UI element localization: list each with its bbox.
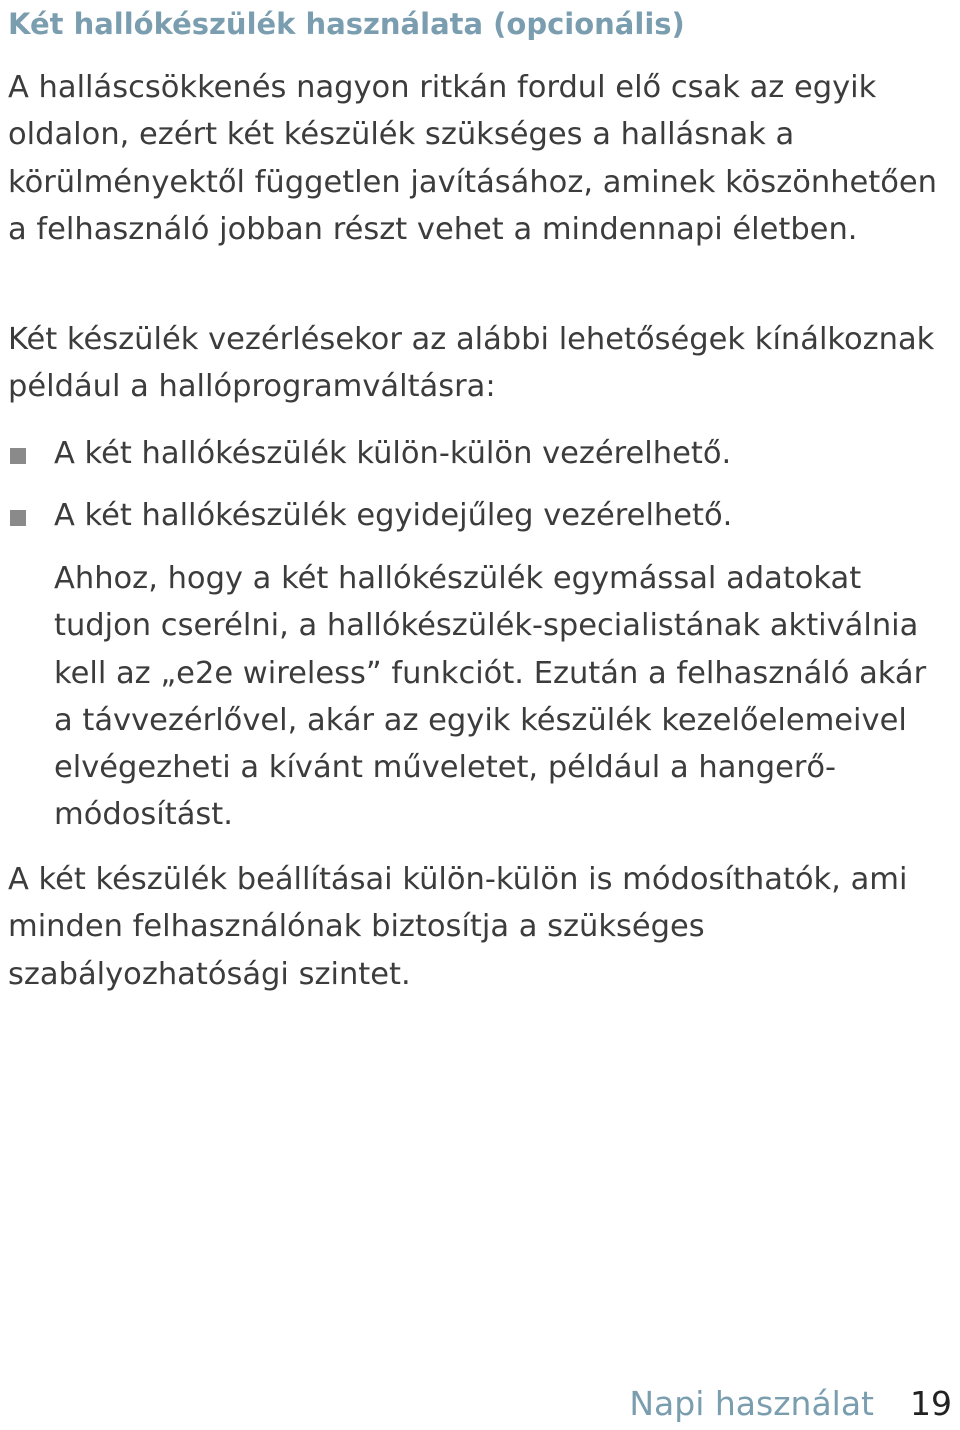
paragraph-options: Két készülék vezérlésekor az alábbi lehetőségek kínálkoznak például a hallóprogramváltásra: bbox=[8, 322, 935, 405]
page-number: 19 bbox=[910, 1384, 952, 1423]
paragraph-intro: A halláscsökkenés nagyon ritkán fordul elő csak az egyik oldalon, ezért két készülék szükséges a hallásnak a körülményektől független javításához, aminek köszönhetően a felhasználó jobban részt vehet a mindennapi életben. bbox=[8, 70, 937, 247]
bullet-item bbox=[8, 492, 948, 539]
paragraph-closing: A két készülék beállításai külön-külön is módosíthatók, ami minden felhasználónak biztosítja a szükséges szabályozhatósági szintet. bbox=[8, 862, 908, 992]
bullet-text: A két hallókészülék külön-külön vezérelhető. bbox=[54, 436, 732, 471]
footer-section-title: Napi használat bbox=[629, 1384, 874, 1423]
section-heading: Két hallókészülék használata (opcionális) bbox=[8, 7, 685, 41]
paragraph-e2e-wireless: Ahhoz, hogy a két hallókészülék egymással adatokat tudjon cserélni, a hallókészülék-specialistának aktiválnia kell az „e2e wireless” funkciót. Ezután a felhasználó akár a távvezérlővel, akár az egyik készülék kezelőelemeivel elvégezheti a kívánt műveletet, például a hangerő-módosítást. bbox=[54, 561, 927, 833]
bullet-item bbox=[8, 430, 948, 477]
page-footer bbox=[629, 1380, 952, 1428]
bullet-square-icon bbox=[10, 448, 26, 464]
bullet-text: A két hallókészülék egyidejűleg vezérelhető. bbox=[54, 498, 733, 533]
bullet-square-icon bbox=[10, 510, 26, 526]
